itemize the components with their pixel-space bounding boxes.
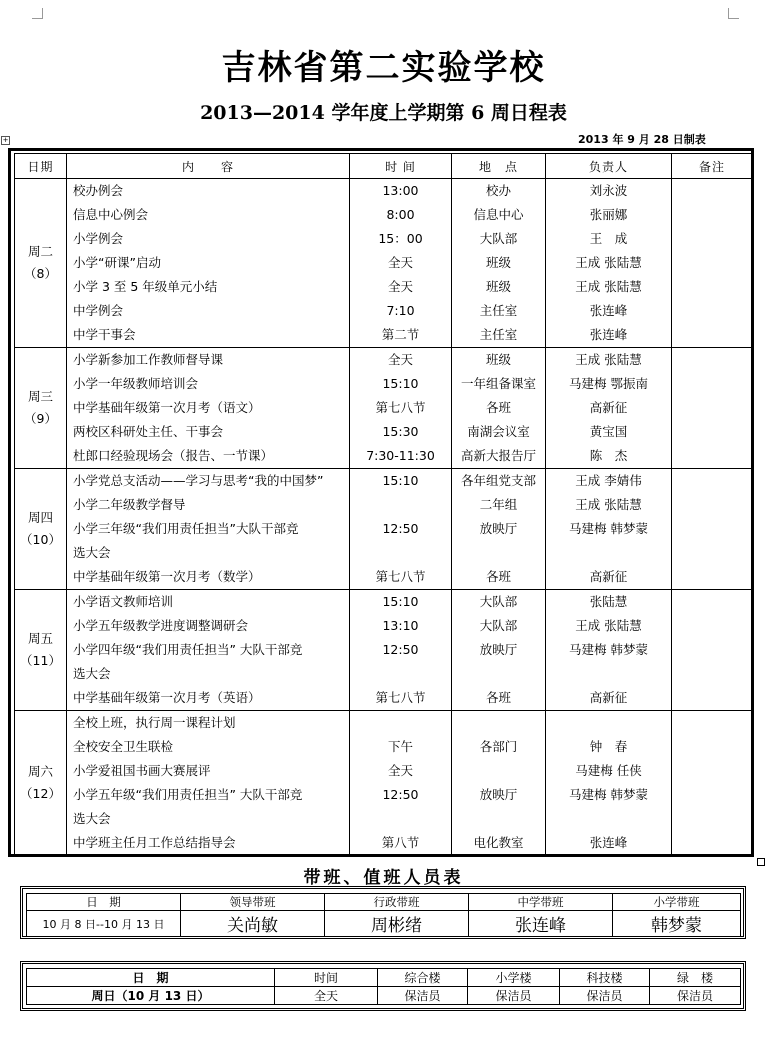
event-place: 班级: [485, 279, 511, 294]
event-content: 全校安全卫生联检: [73, 739, 174, 754]
day-row: [15, 348, 753, 469]
event-person-cell: [546, 469, 672, 590]
event-place: 南湖会议室: [467, 424, 530, 439]
day-name: 周三: [27, 389, 53, 404]
event-content: 小学五年级教学进度调整调研会: [73, 618, 249, 633]
event-place-cell: [452, 469, 546, 590]
event-place: 放映厅: [479, 521, 518, 536]
page-title: 吉林省第二实验学校: [221, 48, 546, 88]
event-content: 小学“研课”启动: [73, 255, 161, 270]
event-content-cell: [67, 469, 350, 590]
sunday-table: [26, 968, 741, 1005]
header-note: 备注: [672, 154, 753, 179]
sunday-header-row: [27, 969, 741, 987]
event-content: 小学语文教师培训: [73, 594, 174, 609]
event-content-cell: [67, 590, 350, 711]
event-time: 15:10: [382, 376, 419, 391]
event-person: 高新征: [589, 400, 628, 415]
duty-row: [27, 911, 741, 937]
event-content: 中学基础年级第一次月考（语文）: [73, 400, 261, 415]
event-place: [452, 711, 545, 735]
event-place-cell: [452, 179, 546, 348]
day-number: （9）: [24, 411, 57, 426]
event-place: [452, 807, 545, 831]
sunday-header-date: 日 期: [27, 969, 275, 987]
event-person: 王成 张陆慧: [575, 497, 642, 512]
sunday-time: 全天: [275, 987, 378, 1005]
sunday-header-tech-bldg: 科技楼: [560, 969, 650, 987]
event-content: 选大会: [73, 666, 111, 681]
sunday-row: [27, 987, 741, 1005]
table-resize-handle[interactable]: [757, 858, 765, 866]
event-content: 小学五年级“我们用责任担当” 大队干部竞: [73, 787, 303, 802]
day-label: [15, 469, 67, 590]
event-place: 二年组: [479, 497, 518, 512]
event-person: [546, 662, 671, 686]
event-time: 第七八节: [375, 690, 426, 705]
event-place-cell: [452, 711, 546, 856]
event-person-cell: [546, 348, 672, 469]
event-note-cell: [672, 590, 753, 711]
event-person: 高新征: [589, 690, 628, 705]
event-place: 各年组党支部: [460, 473, 536, 488]
event-time: 15:10: [382, 473, 419, 488]
event-time: 第七八节: [375, 569, 426, 584]
event-place: 各班: [485, 400, 511, 415]
event-content: 小学爱祖国书画大赛展评: [73, 763, 211, 778]
duty-middle: 张连峰: [469, 911, 613, 937]
event-place: 放映厅: [479, 787, 518, 802]
day-name: 周六: [27, 764, 53, 779]
day-label: [15, 711, 67, 856]
event-content: 校办例会: [73, 183, 124, 198]
event-place: 一年组备课室: [460, 376, 536, 391]
duty-header-middle: 中学带班: [469, 894, 613, 911]
day-label: [15, 590, 67, 711]
event-time: 7:30-11:30: [366, 448, 435, 463]
event-person: 黄宝国: [589, 424, 628, 439]
made-date: 2013 年 9 月 28 日制表: [578, 133, 706, 146]
duty-header-date: 日 期: [27, 894, 181, 911]
header-place: 地 点: [452, 154, 546, 179]
event-time-cell: [350, 711, 452, 856]
event-person: 马建梅 鄂振南: [569, 376, 648, 391]
event-time-cell: [350, 469, 452, 590]
event-time: [350, 541, 451, 565]
event-place: 大队部: [479, 231, 518, 246]
event-note-cell: [672, 348, 753, 469]
event-time: 8:00: [386, 207, 415, 222]
event-time: 7:10: [386, 303, 415, 318]
event-content: 小学三年级“我们用责任担当”大队干部竞: [73, 521, 299, 536]
duty-dates: 10 月 8 日--10 月 13 日: [27, 911, 181, 937]
event-person: 张连峰: [589, 303, 628, 318]
event-place: 主任室: [479, 327, 518, 342]
event-place: 高新大报告厅: [460, 448, 536, 463]
event-content: 小学二年级教学督导: [73, 497, 186, 512]
event-person: 陈 杰: [589, 448, 628, 463]
event-content: 小学新参加工作教师督导课: [73, 352, 224, 367]
page-corner-mark: [32, 8, 43, 19]
header-content: 内 容: [67, 154, 350, 179]
duty-table-title: 带班、值班人员表: [303, 868, 464, 888]
table-move-handle[interactable]: +: [2, 136, 9, 144]
event-time: [350, 807, 451, 831]
event-person: 马建梅 韩梦蒙: [569, 521, 648, 536]
schedule-subtitle: 2013—2014 学年度上学期第 6 周日程表: [200, 102, 567, 124]
event-place: [452, 662, 545, 686]
event-content-cell: [67, 348, 350, 469]
event-person: 王成 张陆慧: [575, 255, 642, 270]
duty-header-admin: 行政带班: [325, 894, 469, 911]
event-person: 王成 李婧伟: [575, 473, 642, 488]
event-content: 中学基础年级第一次月考（数学）: [73, 569, 261, 584]
sunday-complex: 保洁员: [378, 987, 468, 1005]
day-row: [15, 590, 753, 711]
duty-header-primary: 小学带班: [613, 894, 741, 911]
event-time-cell: [350, 179, 452, 348]
event-person: 王 成: [589, 231, 628, 246]
event-time: [350, 493, 451, 517]
event-person: 高新征: [589, 569, 628, 584]
day-number: （11）: [20, 653, 61, 668]
event-place: [452, 759, 545, 783]
event-place: 大队部: [479, 594, 518, 609]
event-place: 信息中心: [473, 207, 524, 222]
event-place: [452, 541, 545, 565]
duty-primary: 韩梦蒙: [613, 911, 741, 937]
event-person-cell: [546, 590, 672, 711]
event-person: 刘永波: [589, 183, 628, 198]
event-time: 第二节: [381, 327, 420, 342]
day-label: [15, 348, 67, 469]
sunday-date: 周日（10 月 13 日）: [27, 987, 275, 1005]
event-place: 主任室: [479, 303, 518, 318]
event-time: 全天: [387, 763, 413, 778]
event-person: 马建梅 任侠: [575, 763, 642, 778]
event-note-cell: [672, 179, 753, 348]
event-content-cell: [67, 711, 350, 856]
event-place: 电化教室: [473, 835, 524, 850]
day-number: （12）: [20, 786, 61, 801]
event-content: 小学 3 至 5 年级单元小结: [73, 279, 218, 294]
event-time: 全天: [387, 255, 413, 270]
day-name: 周四: [27, 510, 53, 525]
sunday-green-bldg: 保洁员: [650, 987, 741, 1005]
event-content: 中学班主任月工作总结指导会: [73, 835, 236, 850]
event-content: 小学四年级“我们用责任担当” 大队干部竞: [73, 642, 303, 657]
event-place: 各班: [485, 569, 511, 584]
event-time: 第七八节: [375, 400, 426, 415]
event-time-cell: [350, 590, 452, 711]
event-time: [350, 711, 451, 735]
event-time: 13:00: [382, 183, 419, 198]
event-time: 12:50: [382, 521, 419, 536]
event-content: 小学例会: [73, 231, 124, 246]
sunday-header-primary-bldg: 小学楼: [468, 969, 560, 987]
sunday-primary-bldg: 保洁员: [468, 987, 560, 1005]
duty-admin: 周彬绪: [325, 911, 469, 937]
event-content: 小学党总支活动——学习与思考“我的中国梦”: [73, 473, 324, 488]
event-time: [350, 662, 451, 686]
event-person-cell: [546, 179, 672, 348]
event-place: 放映厅: [479, 642, 518, 657]
event-person: 张连峰: [589, 327, 628, 342]
event-place: 各部门: [479, 739, 518, 754]
day-row: [15, 711, 753, 856]
event-note-cell: [672, 711, 753, 856]
event-time: 第八节: [381, 835, 420, 850]
header-person: 负责人: [546, 154, 672, 179]
day-row: [15, 179, 753, 348]
event-person: 王成 张陆慧: [575, 618, 642, 633]
event-content: 两校区科研处主任、干事会: [73, 424, 224, 439]
event-content: 选大会: [73, 811, 111, 826]
event-time: 15:10: [382, 594, 419, 609]
event-content: 中学例会: [73, 303, 124, 318]
duty-header-row: [27, 894, 741, 911]
sunday-tech-bldg: 保洁员: [560, 987, 650, 1005]
event-place-cell: [452, 348, 546, 469]
schedule-header-row: [15, 154, 753, 179]
event-content: 选大会: [73, 545, 111, 560]
event-content: 中学基础年级第一次月考（英语）: [73, 690, 261, 705]
event-place: 班级: [485, 352, 511, 367]
event-time: 15:30: [382, 424, 419, 439]
event-content: 小学一年级教师培训会: [73, 376, 199, 391]
header-time: 时 间: [350, 154, 452, 179]
day-number: （10）: [20, 532, 61, 547]
day-name: 周二: [27, 244, 53, 259]
event-time: 下午: [387, 739, 413, 754]
day-label: [15, 179, 67, 348]
event-content: 中学干事会: [73, 327, 136, 342]
event-person: 张丽娜: [589, 207, 628, 222]
event-person: [546, 807, 671, 831]
event-time: 12:50: [382, 642, 419, 657]
event-person: [546, 711, 671, 735]
schedule-table: [14, 153, 753, 856]
sunday-header-complex: 综合楼: [378, 969, 468, 987]
event-content-cell: [67, 179, 350, 348]
event-time: 全天: [387, 279, 413, 294]
event-place: 校办: [485, 183, 511, 198]
event-place: 班级: [485, 255, 511, 270]
day-row: [15, 469, 753, 590]
event-person: [546, 541, 671, 565]
duty-leader: 关尚敏: [181, 911, 325, 937]
event-content: 杜郎口经验现场会（报告、一节课）: [73, 448, 274, 463]
event-time: 全天: [387, 352, 413, 367]
event-person: 王成 张陆慧: [575, 279, 642, 294]
sunday-header-time: 时间: [275, 969, 378, 987]
duty-table: [26, 893, 741, 937]
event-person: 马建梅 韩梦蒙: [569, 787, 648, 802]
event-person-cell: [546, 711, 672, 856]
event-time: 12:50: [382, 787, 419, 802]
event-time: 15：00: [378, 231, 423, 246]
event-content: 信息中心例会: [73, 207, 149, 222]
event-place-cell: [452, 590, 546, 711]
day-number: （8）: [24, 266, 57, 281]
event-note-cell: [672, 469, 753, 590]
page-corner-mark: [728, 8, 739, 19]
event-time: 13:10: [382, 618, 419, 633]
header-date: 日期: [15, 154, 67, 179]
event-person: 钟 春: [589, 739, 628, 754]
event-place: 各班: [485, 690, 511, 705]
event-person: 王成 张陆慧: [575, 352, 642, 367]
event-content: 全校上班，执行周一课程计划: [73, 715, 236, 730]
event-time-cell: [350, 348, 452, 469]
event-person: 马建梅 韩梦蒙: [569, 642, 648, 657]
event-person: 张连峰: [589, 835, 628, 850]
sunday-header-green-bldg: 绿 楼: [650, 969, 741, 987]
event-place: 大队部: [479, 618, 518, 633]
day-name: 周五: [27, 631, 53, 646]
event-person: 张陆慧: [589, 594, 628, 609]
duty-header-leader: 领导带班: [181, 894, 325, 911]
